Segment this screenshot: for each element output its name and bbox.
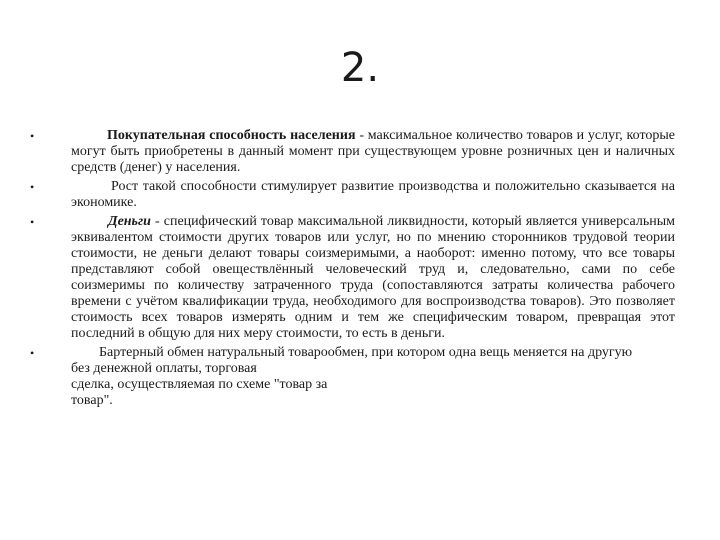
bullet-marker: • xyxy=(30,215,35,229)
definition-purchasing-power: - максимальное количество товаров и услуг, которые могут быть приобретены в данный момент при существующем уровне розничных цен и наличных средств (денег) у населения. xyxy=(71,128,676,175)
growth-text: Рост такой способности стимулирует развитие производства и положительно сказывается на экономике. xyxy=(71,179,675,210)
slide-title: 2. xyxy=(340,45,380,91)
bullet-item-barter xyxy=(30,345,641,409)
bullet-marker: • xyxy=(30,129,35,143)
bullet-item-money xyxy=(30,214,675,342)
bullet-item-purchasing-power xyxy=(30,128,675,176)
term-money: Деньги xyxy=(108,214,151,229)
barter-text-tail: сделка, осуществляемая по схеме "товар за товар". xyxy=(71,377,328,408)
term-purchasing-power: Покупательная способность населения xyxy=(107,128,356,143)
bullet-marker: • xyxy=(30,346,35,360)
bullet-list xyxy=(30,128,675,412)
definition-money: - специфический товар максимальной ликвидности, который является универсальным эквивалентом стоимости других товаров или услуг, но по мнению сторонников трудовой теории стоимости, не деньги делают товары соизмеримыми, а наоборот: именно потому, что все товары представляют собой овеществлённый человеческий труд и, следовательно, сами по себе соизмеримы по количеству затраченного труда (сопоставляются затраты количества рабочего времени с учётом квалификации труда, необходимого для воспроизводства товаров). Это позволяет стоимость всех товаров измерять одним и тем же специфическим товаром, превращая этот последний в общую для них меру стоимости, то есть в деньги. xyxy=(71,214,675,341)
barter-text: Бартерный обмен натуральный товарообмен, при котором одна вещь меняется на другую без денежной оплаты, торговая xyxy=(71,345,633,376)
bullet-marker: • xyxy=(30,180,35,194)
bullet-item-growth xyxy=(30,179,675,211)
